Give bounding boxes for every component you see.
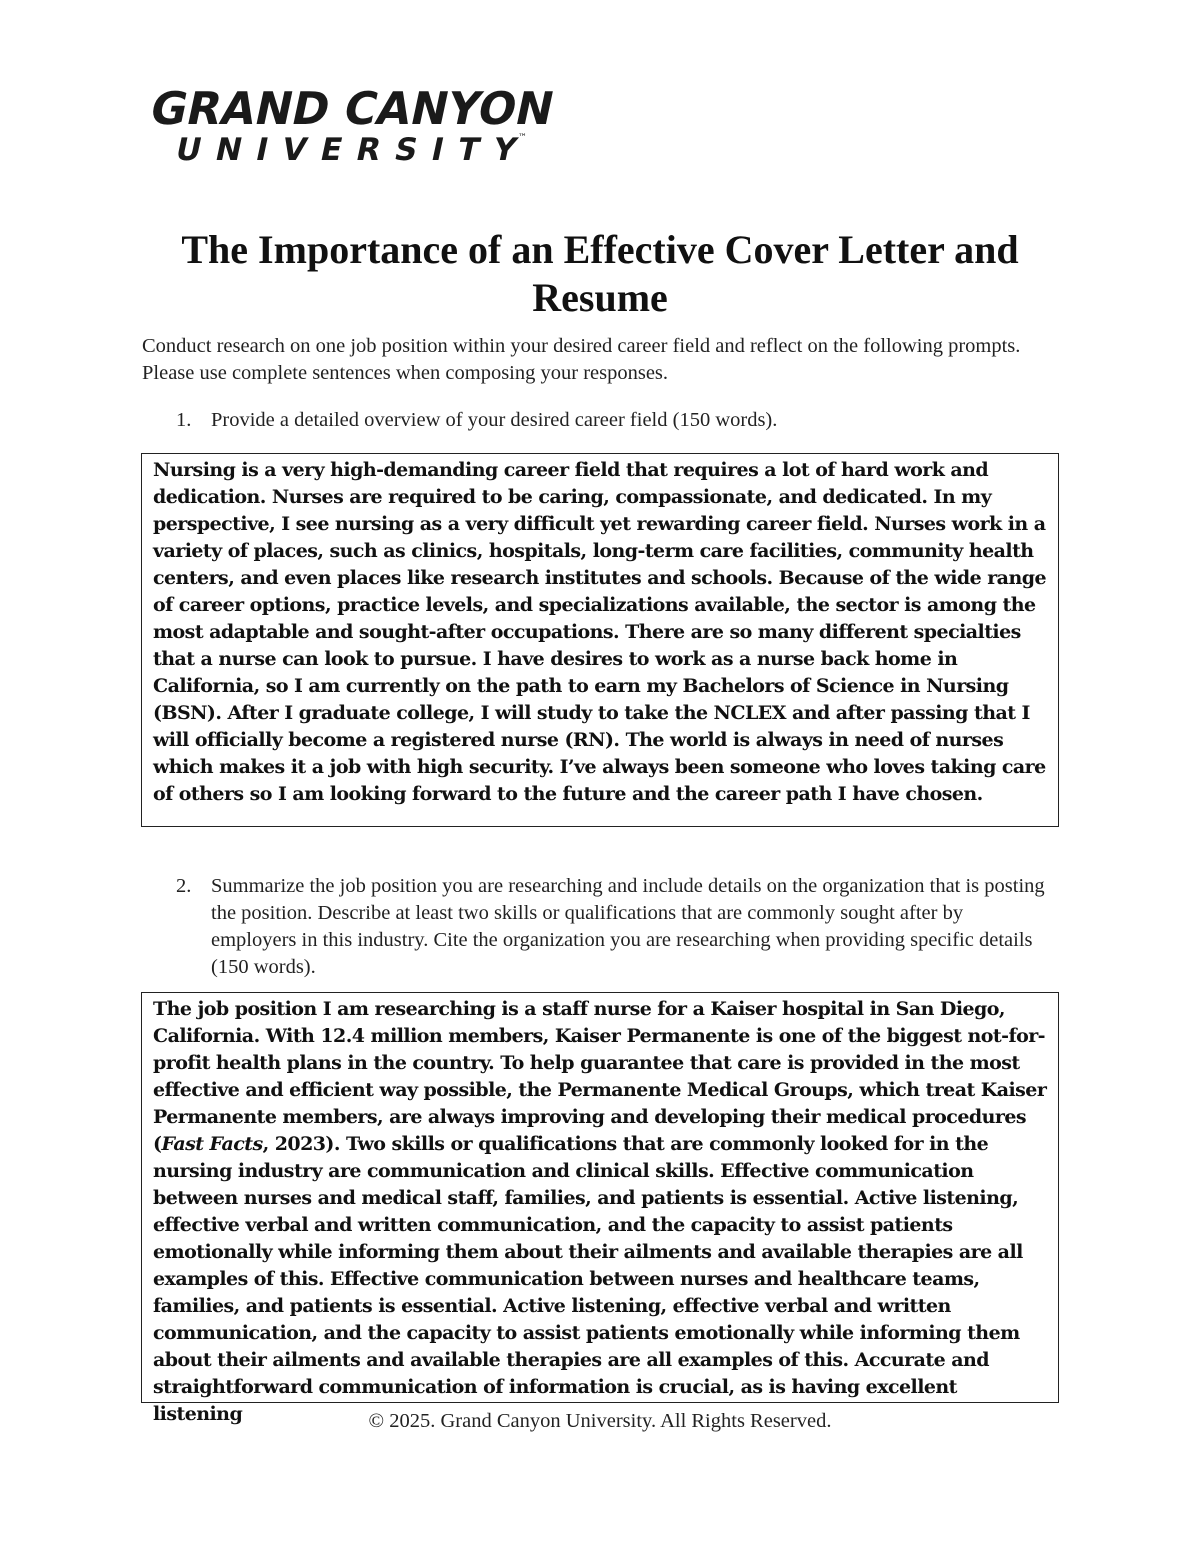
prompt-1 <box>176 407 1046 434</box>
copyright-footer: © 2025. Grand Canyon University. All Rights Reserved. <box>368 1410 832 1432</box>
intro-instructions: Conduct research on one job position within your desired career field and reflect on the following prompts. Please use complete sentences when composing your responses. <box>142 335 1021 384</box>
page-title-line-2: Resume <box>532 275 668 320</box>
citation-title: Fast Facts <box>161 1133 263 1155</box>
prompt-text: Summarize the job position you are researching and include details on the organization that is posting the position. Describe at least two skills or qualifications that are commonly sought after by employers in this industry. Cite the organization you are researching when providing specific details (150 words). <box>211 875 1045 978</box>
prompt-2 <box>176 873 1046 981</box>
page-title <box>100 226 1100 322</box>
page-title-line-1: The Importance of an Effective Cover Letter and <box>181 227 1019 272</box>
logo-line-2: UNIVERSITY <box>172 132 520 168</box>
logo-line-1: GRAND CANYON <box>145 82 567 135</box>
university-logo <box>146 80 566 170</box>
answer-box-1 <box>141 453 1059 827</box>
answer-text: Nursing is a very high-demanding career field that requires a lot of hard work and dedication. Nurses are required to be caring, compassionate, and dedicated. In my perspective, I see nursing as a very difficult yet rewarding career field. Nurses work in a variety of places, such as clinics, hospitals, long-term care facilities, community health centers, and even places like research institutes and schools. Because of the wide range of career options, practice levels, and specializations available, the sector is among the most adaptable and sought-after occupations. There are so many different specialties that a nurse can look to pursue. I have desires to work as a nurse back home in California, so I am currently on the path to earn my Bachelors of Science in Nursing (BSN). After I graduate college, I will study to take the NCLEX and after passing that I will officially become a registered nurse (RN). The world is always in need of nurses which makes it a job with high security. I’ve always been someone who loves taking care of others so I am looking forward to the future and the career path I have chosen. <box>153 459 1046 805</box>
answer-text-part-1: The job position I am researching is a staff nurse for a Kaiser hospital in San Diego, California. With 12.4 million members, Kaiser Permanente is one of the biggest not-for-profit health plans in the country. To help guarantee that care is provided in the most effective and efficient way possible, the Permanente Medical Groups, which treat Kaiser Permanente members, are always improving and developing their medical procedures ( <box>153 998 1047 1155</box>
trademark-mark: ™ <box>518 133 527 143</box>
answer-text <box>153 996 1048 1428</box>
answer-text-part-2: , 2023). Two skills or qualifications that are commonly looked for in the nursing industry are communication and clinical skills. Effective communication between nurses and medical staff, families, and patients is essential. Active listening, effective verbal and written communication, and the capacity to assist patients emotionally while informing them about their ailments and available therapies are all examples of this. Effective communication between nurses and healthcare teams, families, and patients is essential. Active listening, effective verbal and written communication, and the capacity to assist patients emotionally while informing them about their ailments and available therapies are all examples of this. Accurate and straightforward communication of information is crucial, as is having excellent listening <box>153 1133 1023 1425</box>
prompt-number: 2. <box>176 875 192 897</box>
prompt-number: 1. <box>176 409 192 431</box>
prompt-text: Provide a detailed overview of your desired career field (150 words). <box>211 409 778 431</box>
